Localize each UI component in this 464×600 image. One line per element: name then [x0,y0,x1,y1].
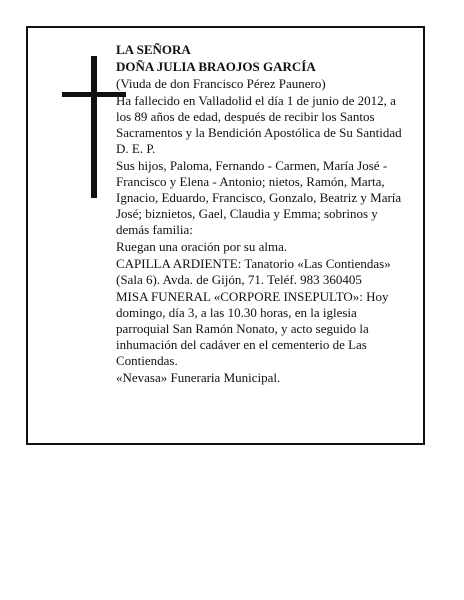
notice-title-line2: DOÑA JULIA BRAOJOS GARCÍA [116,59,316,74]
notice-funeral: MISA FUNERAL «CORPORE INSEPULTO»: Hoy domingo, día 3, a las 10.30 horas, en la iglesia parroquial San Ramón Nonato, y acto seguido la inhumación del cadáver en el cementerio de Las Contiendas. [116,289,389,368]
notice-title-line1: LA SEÑORA [116,42,191,57]
notice-prayer: Ruegan una oración por su alma. [116,239,288,254]
notice-family: Sus hijos, Paloma, Fernando - Carmen, María José - Francisco y Elena - Antonio; nietos, Ramón, Marta, Ignacio, Eduardo, Francisco, Gonzalo, Beatriz y María José; biznietos, Gael, Claudia y Emma; sobrinos y demás familia: [116,158,402,237]
notice-announcement: Ha fallecido en Valladolid el día 1 de junio de 2012, a los 89 años de edad, después de recibir los Santos Sacramentos y la Bendición Apostólica de Su Santidad D. E. P. [116,93,402,156]
obituary-notice [26,26,425,445]
notice-funeral-home: «Nevasa» Funeraria Municipal. [116,370,281,385]
notice-subtitle: (Viuda de don Francisco Pérez Paunero) [116,76,326,91]
notice-text [116,42,408,387]
cross-vertical-bar [91,56,97,198]
notice-chapel: CAPILLA ARDIENTE: Tanatorio «Las Contiendas» (Sala 6). Avda. de Gijón, 71. Teléf. 983 360405 [116,256,391,287]
